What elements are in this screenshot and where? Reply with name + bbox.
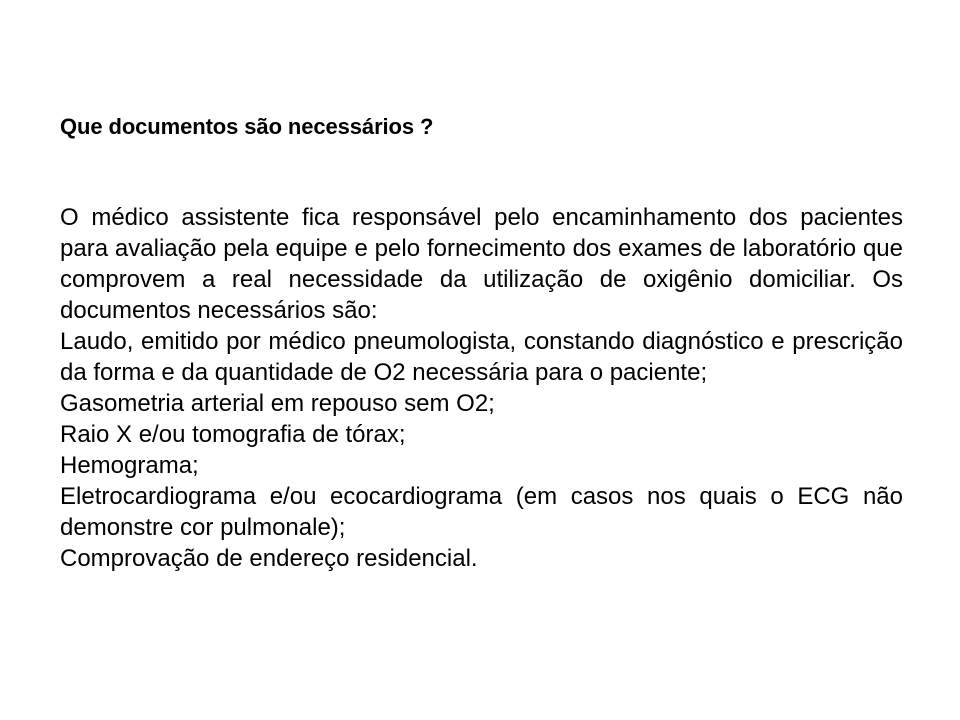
document-item-endereco: Comprovação de endereço residencial. xyxy=(60,545,478,572)
document-item-eletrocardiograma: Eletrocardiograma e/ou ecocardiograma (em casos nos quais o ECG não demonstre cor pulmonale); xyxy=(60,483,903,541)
intro-paragraph: O médico assistente fica responsável pelo encaminhamento dos pacientes para avaliação pela equipe e pelo fornecimento dos exames de laboratório que comprovem a real necessidade da utilização de oxigênio domiciliar. Os documentos necessários são: xyxy=(60,204,903,324)
document-item-laudo: Laudo, emitido por médico pneumologista, constando diagnóstico e prescrição da forma e da quantidade de O2 necessária para o paciente; xyxy=(60,328,903,386)
slide-title: Que documentos são necessários ? xyxy=(60,114,434,139)
slide-body xyxy=(60,202,903,574)
document-item-raio-x: Raio X e/ou tomografia de tórax; xyxy=(60,421,406,448)
document-item-hemograma: Hemograma; xyxy=(60,452,199,479)
document-item-gasometria: Gasometria arterial em repouso sem O2; xyxy=(60,390,495,417)
